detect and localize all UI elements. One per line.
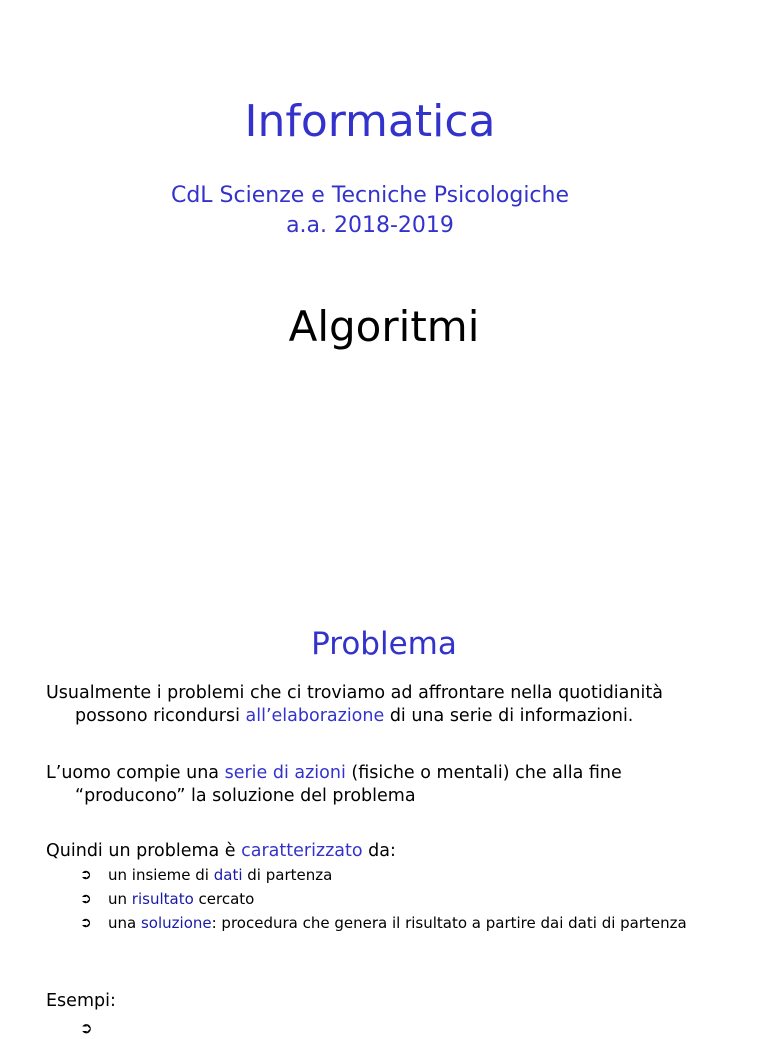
paragraph-line: “producono” la soluzione del problema [75,786,416,806]
text-run: di partenza [242,866,333,884]
arrow-bullet-icon: ➲ [80,891,92,907]
highlight-text: caratterizzato [241,841,363,861]
list-item [80,865,740,886]
degree-name: CdL Scienze e Tecniche Psicologiche [170,183,570,208]
text-run: (fisiche o mentali) che alla fine [345,763,622,783]
lecture-topic: Algoritmi [288,302,480,351]
paragraph-line [46,762,746,785]
text-run: un [108,890,132,908]
paragraph-line [46,840,746,863]
text-run: : procedura che genera il risultato a partire dai dati di partenza [211,914,687,932]
slide-heading: Problema [311,626,457,662]
highlight-text: serie di azioni [224,763,346,783]
paragraph-line: Usualmente i problemi che ci troviamo ad affrontare nella quotidianità [46,683,663,703]
slide-problema [0,590,768,1037]
text-run: un insieme di [108,866,214,884]
keyword: soluzione [140,914,212,932]
examples-label: Esempi: [46,991,116,1011]
highlight-text: all’elaborazione [245,706,385,726]
academic-year: a.a. 2018-2019 [286,213,454,238]
course-subtitle [0,181,740,241]
paragraph-caratterizzato [46,840,746,863]
arrow-bullet-icon: ➲ [80,867,92,883]
text-run: possono ricondursi [75,706,246,726]
arrow-bullet-icon: ➲ [80,915,92,931]
bullet-list [80,865,740,937]
list-item [80,913,740,934]
text-run: una [108,914,141,932]
paragraph-azioni [46,762,746,808]
paragraph-elaborazione [46,682,746,728]
keyword: dati [213,866,243,884]
text-run: L’uomo compie una [46,763,225,783]
text-run: cercato [193,890,255,908]
course-title: Informatica [244,96,496,147]
list-item [80,889,740,910]
keyword: risultato [131,890,194,908]
text-run: di una serie di informazioni. [384,706,634,726]
text-run: Quindi un problema è [46,841,242,861]
text-run: da: [362,841,396,861]
paragraph-line [46,705,746,728]
arrow-bullet-icon: ➲ [80,1019,93,1037]
